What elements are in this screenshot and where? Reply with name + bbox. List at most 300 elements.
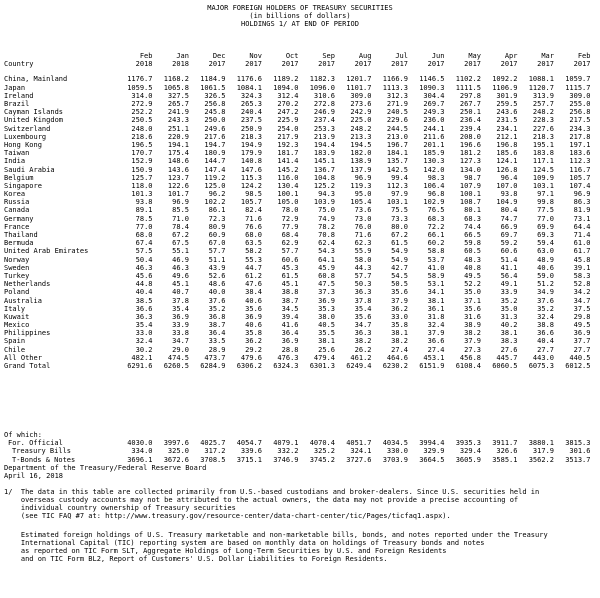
holder-category: Treasury Bills	[12, 447, 72, 456]
holding-value: 140.8	[240, 157, 262, 166]
holding-value: 93.8	[500, 190, 518, 199]
holding-value: 1059.7	[565, 75, 591, 84]
country-name: France	[4, 222, 30, 231]
holding-value: 51.2	[537, 280, 554, 289]
holding-value: 59.2	[500, 239, 518, 248]
holding-value: 50.5	[391, 280, 408, 289]
holding-value: 55.1	[172, 247, 189, 256]
holding-value: 150.9	[131, 165, 153, 174]
holding-value: 185.9	[423, 149, 445, 158]
holding-value: 184.1	[386, 149, 408, 158]
holding-value: 37.9	[427, 329, 445, 338]
holding-value: 107.9	[459, 181, 481, 190]
holding-value: 145.2	[277, 165, 299, 174]
holding-value: 148.6	[167, 157, 189, 166]
holding-value: 107.4	[569, 181, 591, 190]
holding-value: 479.4	[313, 353, 335, 362]
holding-value: 25.6	[318, 345, 335, 354]
holding-value: 72.3	[208, 214, 226, 223]
holding-value: 4070.4	[309, 439, 335, 448]
holding-value: 116.0	[277, 173, 299, 182]
column-month: Aug	[358, 52, 372, 61]
country-name: Bermuda	[4, 239, 34, 248]
holding-value: 330.0	[386, 447, 408, 456]
country-name: Mexico	[4, 321, 30, 330]
holding-value: 225.0	[350, 116, 372, 125]
holding-value: 28.9	[208, 345, 226, 354]
holding-value: 301.6	[569, 447, 591, 456]
holding-value: 38.1	[391, 329, 408, 338]
holding-value: 217.8	[569, 132, 591, 141]
table-row	[4, 157, 591, 165]
holding-value: 38.9	[464, 321, 481, 330]
holding-value: 236.4	[459, 116, 481, 125]
country-name: Germany	[4, 214, 34, 223]
column-year: 2018	[135, 60, 153, 69]
holding-value: 36.4	[281, 329, 299, 338]
holding-value: 1189.2	[273, 75, 299, 84]
country-name: Netherlands	[4, 280, 51, 289]
holding-value: 6108.4	[455, 362, 481, 370]
holding-value: 60.9	[208, 231, 226, 239]
holding-value: 27.7	[537, 345, 554, 354]
holding-value: 248.2	[532, 108, 554, 117]
holding-value: 76.0	[354, 222, 372, 231]
holding-value: 183.9	[313, 149, 335, 158]
holding-value: 37.9	[464, 337, 481, 346]
holding-value: 55.3	[245, 255, 262, 264]
holding-value: 324.3	[240, 91, 262, 100]
holding-value: 183.8	[532, 149, 554, 158]
holding-value: 248.0	[131, 124, 153, 133]
table-row	[4, 313, 591, 321]
holding-value: 96.8	[427, 190, 445, 199]
holding-value: 35.3	[318, 304, 335, 313]
holding-value: 27.4	[391, 345, 408, 354]
holding-value: 36.2	[245, 337, 262, 346]
holding-value: 6291.6	[127, 362, 153, 370]
holding-value: 73.1	[573, 214, 591, 223]
holding-value: 57.7	[354, 271, 372, 280]
holding-value: 244.1	[423, 124, 445, 133]
holding-value: 26.2	[354, 345, 372, 354]
country-name: Russia	[4, 198, 30, 207]
country-name: Japan	[4, 83, 26, 92]
table-row	[4, 346, 591, 354]
holding-value: 36.8	[208, 312, 226, 321]
holding-value: 59.4	[537, 239, 554, 248]
country-name: Hong Kong	[4, 140, 42, 149]
table-row	[4, 141, 591, 149]
holding-value: 51.1	[208, 255, 226, 264]
holding-value: 3745.2	[309, 455, 335, 464]
holding-value: 244.5	[386, 124, 408, 133]
holding-value: 71.6	[245, 214, 262, 223]
holding-value: 44.3	[354, 263, 372, 272]
holding-value: 94.3	[318, 190, 335, 199]
holding-value: 267.7	[459, 100, 481, 108]
holding-value: 125.0	[204, 181, 226, 190]
holding-value: 27.6	[500, 345, 518, 354]
holding-value: 36.3	[354, 288, 372, 297]
holding-value: 218.3	[240, 132, 262, 141]
column-month: Sep	[322, 52, 335, 61]
holding-value: 259.5	[496, 100, 518, 108]
holding-value: 228.3	[532, 116, 554, 125]
holding-value: 1184.9	[200, 75, 226, 84]
holding-value: 36.9	[281, 337, 299, 346]
holding-value: 76.5	[427, 206, 445, 215]
holding-value: 35.8	[245, 329, 262, 338]
holding-value: 45.9	[318, 263, 335, 272]
holding-value: 237.4	[313, 116, 335, 125]
holding-value: 37.1	[464, 296, 481, 305]
column-year: 2017	[354, 60, 372, 69]
holding-value: 109.9	[532, 173, 554, 182]
holding-value: 6324.3	[273, 362, 299, 370]
holding-value: 80.1	[464, 206, 481, 215]
of-which-label-row	[4, 431, 591, 439]
of-which-table-body	[4, 431, 591, 464]
holding-value: 1168.2	[163, 75, 189, 84]
table-row	[4, 100, 591, 108]
holding-value: 181.7	[277, 149, 299, 158]
column-year: 2017	[281, 60, 299, 69]
holdings-table	[4, 52, 591, 370]
holding-value: 53.1	[427, 280, 445, 289]
holding-value: 38.2	[464, 329, 481, 338]
holding-value: 237.5	[240, 116, 262, 125]
holding-value: 1096.0	[309, 83, 335, 92]
holding-value: 29.8	[573, 312, 591, 321]
holding-value: 38.2	[354, 337, 372, 346]
holding-value: 52.2	[464, 280, 481, 289]
holding-value: 67.4	[135, 239, 153, 248]
holding-value: 1094.0	[273, 83, 299, 92]
holding-value: 37.9	[391, 296, 408, 305]
holding-value: 254.0	[277, 124, 299, 133]
table-row	[4, 92, 591, 100]
holding-value: 96.4	[500, 173, 518, 182]
country-header: Country	[4, 60, 34, 69]
holding-value: 96.9	[172, 198, 189, 207]
table-row	[4, 133, 591, 141]
table-row	[4, 288, 591, 296]
holding-value: 98.3	[427, 173, 445, 182]
holding-value: 256.8	[569, 108, 591, 117]
holding-value: 78.4	[172, 222, 189, 231]
holding-value: 37.3	[318, 288, 335, 297]
holding-value: 99.4	[391, 173, 408, 182]
holding-value: 304.4	[423, 91, 445, 100]
holding-value: 36.3	[354, 329, 372, 338]
holding-value: 105.4	[350, 198, 372, 207]
holding-value: 453.1	[423, 353, 445, 362]
holding-value: 27.3	[464, 345, 481, 354]
holding-value: 103.1	[532, 181, 554, 190]
holding-value: 27.7	[573, 345, 591, 354]
holding-value: 325.0	[167, 447, 189, 456]
holding-value: 326.5	[204, 91, 226, 100]
holder-category: T-Bonds & Notes	[12, 455, 76, 464]
holding-value: 60.6	[281, 255, 299, 264]
holding-value: 6060.5	[492, 362, 518, 370]
country-name: United Kingdom	[4, 116, 64, 125]
holding-value: 273.6	[350, 100, 372, 108]
holding-value: 46.3	[135, 263, 153, 272]
holding-value: 29.0	[172, 345, 189, 354]
holding-value: 6301.3	[309, 362, 335, 370]
holding-value: 105.7	[569, 173, 591, 182]
holding-value: 48.6	[208, 280, 226, 289]
holding-value: 142.5	[386, 165, 408, 174]
table-row	[4, 190, 591, 198]
holding-value: 47.5	[318, 280, 335, 289]
holding-value: 195.1	[532, 140, 554, 149]
holding-value: 38.1	[427, 296, 445, 305]
holding-value: 6284.9	[200, 362, 226, 370]
footnote-1: 1/ The data in this table are collected primarily from U.S.-based custodians and broker-dealers. Since U.S. securities held in overseas custody accounts may not be attributed to the actual owners, the data may not provide a precise accounting of individual country ownership of Treasury securities (see TIC FAQ #7 at: http://www.treasury.gov/resource-center/data-chart-center/tic/Pages/ticfaq1.aspx).	[4, 488, 540, 521]
holding-value: 208.0	[459, 132, 481, 141]
holding-value: 89.1	[135, 206, 153, 215]
holding-value: 272.9	[131, 100, 153, 108]
holding-value: 85.5	[172, 206, 189, 215]
holding-value: 75.0	[318, 206, 335, 215]
holding-value: 62.4	[318, 239, 335, 248]
source-agency: Department of the Treasury/Federal Reserve Board	[4, 464, 207, 472]
table-row	[4, 321, 591, 329]
holding-value: 74.9	[318, 214, 335, 223]
holding-value: 1120.7	[528, 83, 554, 92]
holding-value: 138.9	[350, 157, 372, 166]
holding-value: 36.3	[135, 312, 153, 321]
holding-value: 3664.5	[419, 455, 445, 464]
holding-value: 41.0	[427, 263, 445, 272]
holding-value: 196.6	[459, 140, 481, 149]
holding-value: 144.7	[204, 157, 226, 166]
holding-value: 130.4	[277, 181, 299, 190]
holding-value: 61.5	[391, 239, 408, 248]
holding-value: 312.3	[386, 91, 408, 100]
holding-value: 243.6	[496, 108, 518, 117]
holding-value: 31.3	[500, 312, 518, 321]
holding-value: 217.6	[204, 132, 226, 141]
holding-value: 248.2	[350, 124, 372, 133]
holding-value: 240.4	[240, 108, 262, 117]
holding-value: 34.2	[573, 288, 591, 297]
holding-value: 35.4	[172, 304, 189, 313]
holding-value: 45.8	[573, 255, 591, 264]
table-row	[4, 239, 591, 247]
holding-value: 329.9	[423, 447, 445, 456]
holding-value: 78.2	[318, 222, 335, 231]
column-month: Feb	[577, 52, 591, 61]
country-name: Belgium	[4, 173, 34, 182]
holding-value: 38.5	[135, 296, 153, 305]
holding-value: 105.0	[277, 198, 299, 207]
holding-value: 50.4	[135, 255, 153, 264]
holding-value: 314.0	[131, 91, 153, 100]
holding-value: 35.6	[245, 304, 262, 313]
holding-value: 194.1	[167, 140, 189, 149]
holding-value: 194.9	[240, 140, 262, 149]
table-row	[4, 149, 591, 157]
column-month: Apr	[504, 52, 518, 61]
holding-value: 86.1	[208, 206, 226, 215]
holding-value: 473.7	[204, 353, 226, 362]
holding-value: 196.5	[131, 140, 153, 149]
holding-value: 38.8	[281, 288, 299, 297]
holding-value: 95.0	[354, 190, 372, 199]
holding-value: 1146.5	[419, 75, 445, 84]
holding-value: 58.2	[245, 247, 262, 256]
holding-value: 37.6	[208, 296, 226, 305]
column-year: 2017	[318, 60, 335, 69]
holding-value: 255.0	[569, 100, 591, 108]
holding-value: 33.9	[500, 288, 518, 297]
holding-value: 100.1	[459, 190, 481, 199]
holding-value: 34.7	[354, 321, 372, 330]
holding-value: 136.7	[313, 165, 335, 174]
holding-value: 102.2	[204, 198, 226, 207]
holding-value: 45.1	[172, 280, 189, 289]
holding-value: 252.2	[131, 108, 153, 117]
holding-value: 38.1	[318, 337, 335, 346]
holding-value: 211.6	[423, 132, 445, 141]
holding-value: 49.1	[500, 280, 518, 289]
holding-value: 108.7	[459, 198, 481, 207]
holding-value: 53.7	[427, 255, 445, 264]
holding-value: 6249.4	[346, 362, 372, 370]
holding-value: 271.9	[386, 100, 408, 108]
holding-value: 4079.1	[273, 439, 299, 448]
holding-value: 62.3	[354, 239, 372, 248]
holding-value: 332.2	[277, 447, 299, 456]
holding-value: 3746.9	[273, 455, 299, 464]
holding-value: 6151.9	[419, 362, 445, 370]
holding-value: 62.9	[281, 239, 299, 248]
country-name: Philippines	[4, 329, 51, 338]
holding-value: 249.6	[204, 124, 226, 133]
holding-value: 49.6	[172, 271, 189, 280]
table-row	[4, 174, 591, 182]
country-name: Spain	[4, 337, 26, 346]
holding-value: 101.7	[167, 190, 189, 199]
holding-value: 37.8	[172, 296, 189, 305]
holding-value: 77.9	[281, 222, 299, 231]
holding-value: 31.6	[464, 312, 481, 321]
holding-value: 6012.5	[565, 362, 591, 370]
table-row	[4, 84, 591, 92]
holding-value: 324.1	[350, 447, 372, 456]
holding-value: 32.4	[135, 337, 153, 346]
holding-value: 192.3	[277, 140, 299, 149]
holding-value: 3994.4	[419, 439, 445, 448]
holding-value: 36.4	[208, 329, 226, 338]
holding-value: 72.9	[281, 214, 299, 223]
holding-value: 57.5	[135, 247, 153, 256]
holding-value: 126.8	[496, 165, 518, 174]
holding-value: 69.9	[537, 222, 554, 231]
holding-value: 27.4	[427, 345, 445, 354]
holding-value: 6306.2	[236, 362, 262, 370]
table-row	[4, 223, 591, 231]
holding-value: 51.4	[500, 255, 518, 264]
column-month: May	[468, 52, 481, 61]
holding-value: 54.5	[391, 271, 408, 280]
holding-value: 3703.9	[382, 455, 408, 464]
country-name: India	[4, 157, 26, 166]
holding-value: 36.2	[391, 304, 408, 313]
holding-value: 3935.3	[455, 439, 481, 448]
holding-value: 152.9	[131, 157, 153, 166]
holding-value: 61.2	[245, 271, 262, 280]
holding-value: 74.4	[464, 222, 481, 231]
holding-value: 41.1	[500, 263, 518, 272]
holding-value: 71.0	[172, 214, 189, 223]
holding-value: 32.4	[427, 321, 445, 330]
holding-value: 212.1	[496, 132, 518, 141]
holding-value: 3672.6	[163, 455, 189, 464]
of-which-table	[4, 431, 591, 464]
holding-value: 270.2	[277, 100, 299, 108]
holding-value: 124.5	[532, 165, 554, 174]
holding-value: 141.4	[277, 157, 299, 166]
holding-value: 317.9	[532, 447, 554, 456]
holding-value: 66.1	[427, 231, 445, 239]
document-title	[0, 4, 600, 28]
table-row	[4, 206, 591, 214]
holding-value: 57.7	[281, 247, 299, 256]
holding-value: 48.3	[464, 255, 481, 264]
holding-value: 69.3	[537, 231, 554, 239]
holding-value: 35.2	[500, 296, 518, 305]
country-name: Luxembourg	[4, 132, 47, 141]
title-line-2: (in billions of dollars)	[249, 12, 351, 21]
holding-value: 1059.5	[127, 83, 153, 92]
holding-value: 125.2	[313, 181, 335, 190]
holding-value: 38.4	[245, 288, 262, 297]
holding-value: 36.6	[135, 304, 153, 313]
holding-value: 36.9	[318, 296, 335, 305]
country-name: Italy	[4, 304, 26, 313]
holding-value: 61.5	[281, 271, 299, 280]
holding-value: 241.9	[167, 108, 189, 117]
holding-value: 125.7	[131, 173, 153, 182]
holding-value: 63.5	[245, 239, 262, 248]
holding-value: 301.9	[496, 91, 518, 100]
holding-value: 96.9	[354, 173, 372, 182]
holding-value: 80.4	[500, 206, 518, 215]
holding-value: 35.4	[354, 304, 372, 313]
holding-value: 98.7	[464, 173, 481, 182]
holding-value: 96.2	[208, 190, 226, 199]
holding-value: 170.7	[131, 149, 153, 158]
holding-value: 3708.5	[200, 455, 226, 464]
holding-value: 334.0	[131, 447, 153, 456]
holding-value: 1166.9	[382, 75, 408, 84]
holding-value: 60.6	[500, 247, 518, 256]
holding-value: 100.1	[277, 190, 299, 199]
holding-value: 71.4	[573, 231, 591, 239]
table-row	[4, 108, 591, 116]
holding-value: 1090.3	[419, 83, 445, 92]
holding-value: 78.0	[281, 206, 299, 215]
holding-value: 33.8	[172, 329, 189, 338]
holding-value: 4025.7	[200, 439, 226, 448]
holding-value: 30.2	[135, 345, 153, 354]
holding-value: 40.6	[537, 263, 554, 272]
